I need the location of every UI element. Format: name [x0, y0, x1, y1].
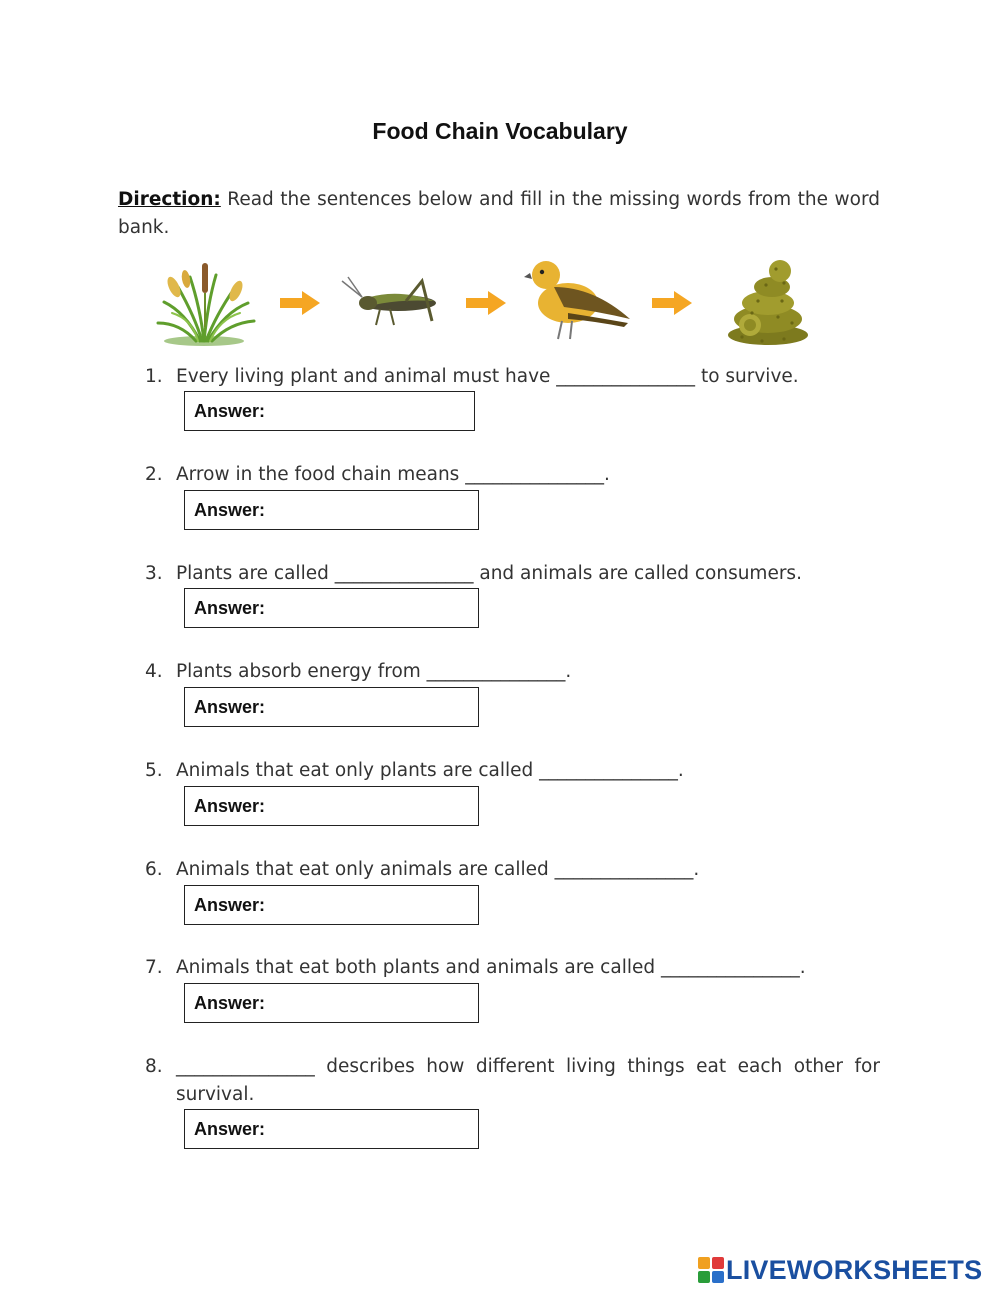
arrow-right-icon	[650, 289, 694, 317]
answer-box-1[interactable]	[184, 391, 475, 431]
question-number: 5.	[145, 760, 163, 781]
page-title: Food Chain Vocabulary	[372, 118, 628, 144]
answer-label: Answer:	[194, 500, 266, 520]
direction-label: Direction:	[118, 189, 221, 210]
answer-label: Answer:	[194, 1119, 266, 1139]
question-text: Animals that eat both plants and animals are called _______________.	[176, 957, 806, 978]
food-chain-illustration	[150, 255, 820, 350]
question-number: 7.	[145, 957, 163, 978]
grass-icon	[150, 257, 258, 347]
answer-label: Answer:	[194, 598, 266, 618]
question-text: Animals that eat only plants are called _______________.	[176, 760, 684, 781]
answer-box-2[interactable]	[184, 490, 479, 530]
answer-box-8[interactable]	[184, 1109, 479, 1149]
question-number: 8.	[145, 1056, 163, 1077]
arrow-right-icon	[464, 289, 508, 317]
answer-box-3[interactable]	[184, 588, 479, 628]
question-number: 4.	[145, 661, 163, 682]
bird-icon	[524, 257, 636, 345]
direction-paragraph	[118, 186, 880, 242]
answer-label: Answer:	[194, 993, 266, 1013]
answer-box-4[interactable]	[184, 687, 479, 727]
question-number: 3.	[145, 563, 163, 584]
logo-text: LIVEWORKSHEETS	[726, 1254, 983, 1285]
answer-label: Answer:	[194, 796, 266, 816]
answer-label: Answer:	[194, 697, 266, 717]
logo-blocks-icon	[698, 1257, 724, 1283]
question-text: Arrow in the food chain means _______________.	[176, 464, 610, 485]
question-number: 1.	[145, 366, 163, 387]
question-text: Plants absorb energy from _______________.	[176, 661, 572, 682]
grasshopper-icon	[340, 275, 446, 331]
liveworksheets-logo[interactable]	[698, 1255, 982, 1285]
question-number: 6.	[145, 859, 163, 880]
answer-box-5[interactable]	[184, 786, 479, 826]
answer-box-6[interactable]	[184, 885, 479, 925]
arrow-right-icon	[278, 289, 322, 317]
answer-label: Answer:	[194, 401, 266, 421]
question-text: Every living plant and animal must have _______________ to survive.	[176, 366, 799, 387]
answer-box-7[interactable]	[184, 983, 479, 1023]
snake-icon	[722, 255, 814, 347]
direction-text: Read the sentences below and fill in the missing words from the word bank.	[118, 189, 880, 238]
question-text: Animals that eat only animals are called _______________.	[176, 859, 700, 880]
question-number: 2.	[145, 464, 163, 485]
question-text: _______________ describes how different living things eat each other for survival.	[176, 1056, 880, 1105]
question-text: Plants are called _______________ and animals are called consumers.	[176, 563, 802, 584]
answer-label: Answer:	[194, 895, 266, 915]
